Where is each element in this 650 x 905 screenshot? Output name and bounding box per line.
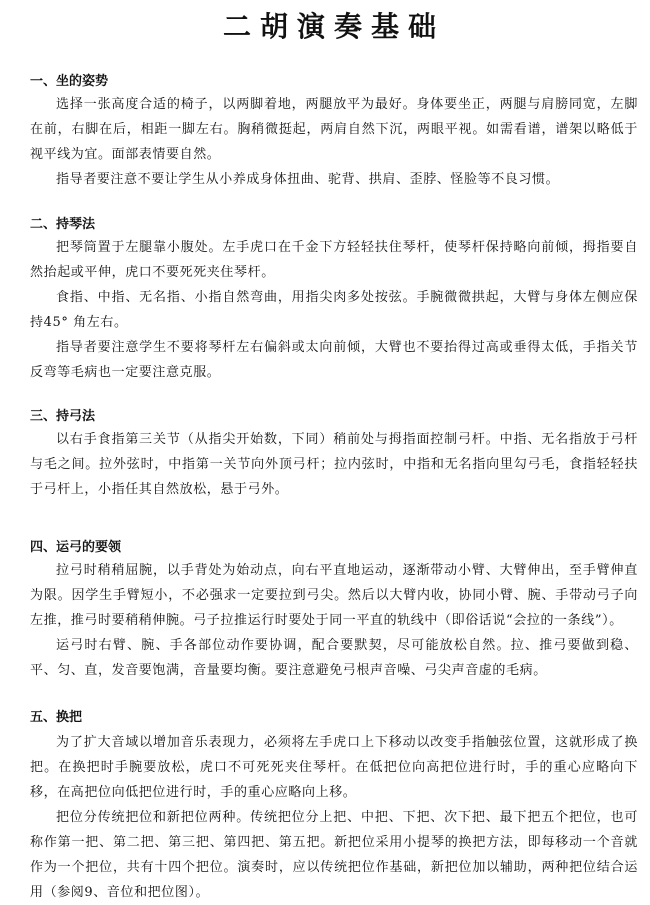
section-holding-bow	[30, 407, 638, 502]
paragraph: 指导者要注意不要让学生从小养成身体扭曲、驼背、拱肩、歪脖、怪脸等不良习惯。	[56, 172, 560, 187]
section-heading: 一、坐的姿势	[30, 74, 109, 89]
paragraph: 以右手食指第三关节（从指尖开始数，下同）稍前处与拇指面控制弓杆。中指、无名指放于弓杆与毛之间。拉外弦时，中指第一关节向外顶弓杆；拉内弦时，中指和无名指向里勾弓毛，食指轻轻扶于弓杆上，小指任其自然放松，悬于弓外。	[30, 432, 638, 497]
paragraph: 拉弓时稍稍屈腕，以手背处为始动点，向右平直地运动，逐渐带动小臂、大臂伸出，至手臂伸直为限。因学生手臂短小，不必强求一定要拉到弓尖。然后以大臂内收，协同小臂、腕、手带动弓子向左推，推弓时要稍稍伸腕。弓子拉推运行时要处于同一平直的轨线中（即俗话说“会拉的一条线”）。	[30, 563, 638, 628]
section-heading: 二、持琴法	[30, 217, 96, 232]
paragraph: 运弓时右臂、腕、手各部位动作要协调，配合要默契，尽可能放松自然。拉、推弓要做到稳、平、匀、直，发音要饱满，音量要均衡。要注意避免弓根声音噪、弓尖声音虚的毛病。	[30, 638, 638, 678]
section-holding-instrument	[30, 215, 638, 385]
paragraph: 选择一张高度合适的椅子，以两脚着地，两腿放平为最好。身体要坐正，两腿与肩膀同宽，左脚在前，右脚在后，相距一脚左右。胸稍微挺起，两肩自然下沉，两眼平视。如需看谱，谱架以略低于视平线为宜。面部表情要自然。	[30, 97, 638, 162]
paragraph: 为了扩大音域以增加音乐表现力，必须将左手虎口上下移动以改变手指触弦位置，这就形成了换把。在换把时手腕要放松，虎口不可死死夹住琴杆。在低把位向高把位进行时，手的重心应略向下移，在高把位向低把位进行时，手的重心应略向上移。	[30, 735, 638, 800]
page-title: 二胡演奏基础	[222, 10, 445, 43]
section-bowing-essentials	[30, 538, 638, 683]
section-sitting-posture	[30, 72, 638, 192]
paragraph: 食指、中指、无名指、小指自然弯曲，用指尖肉多处按弦。手腕微微拱起，大臂与身体左侧应保持45° 角左右。	[30, 290, 638, 330]
paragraph: 把琴筒置于左腿靠小腹处。左手虎口在千金下方轻轻扶住琴杆，使琴杆保持略向前倾，拇指要自然抬起或平伸，虎口不要死死夹住琴杆。	[30, 240, 638, 280]
paragraph: 指导者要注意学生不要将琴杆左右偏斜或太向前倾，大臂也不要抬得过高或垂得太低，手指关节反弯等毛病也一定要注意克服。	[30, 340, 638, 380]
section-heading: 三、持弓法	[30, 409, 96, 424]
paragraph: 把位分传统把位和新把位两种。传统把位分上把、中把、下把、次下把、最下把五个把位，也可称作第一把、第二把、第三把、第四把、第五把。新把位采用小提琴的换把方法，即每移动一个音就作为一个把位，共有十四个把位。演奏时，应以传统把位作基础，新把位加以辅助，两种把位结合运用（参阅9、音位和把位图）。	[30, 810, 638, 900]
section-shifting-positions	[30, 708, 638, 905]
section-heading: 四、运弓的要领	[30, 540, 122, 555]
section-heading: 五、换把	[30, 710, 83, 725]
